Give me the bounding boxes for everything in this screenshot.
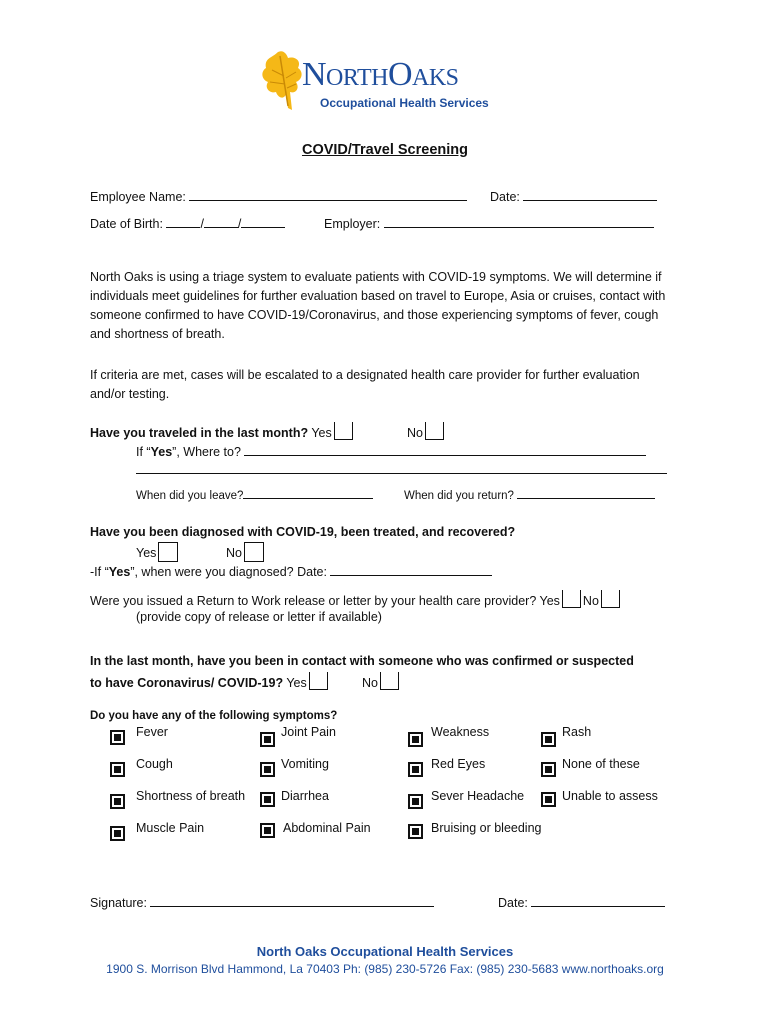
travel-where-field-line2[interactable] <box>136 473 667 474</box>
symptom-checkbox[interactable] <box>110 762 125 777</box>
criteria-paragraph: If criteria are met, cases will be escalated to a designated health care provider for further evaluation and/or testing. <box>90 368 640 401</box>
diagnosed-yes-row <box>136 542 180 562</box>
symptom-checkbox[interactable] <box>408 794 423 809</box>
contact-yes-label: Yes <box>286 676 307 690</box>
dob-year-field[interactable] <box>241 215 285 228</box>
diagnosed-question: Have you been diagnosed with COVID-19, been treated, and recovered? <box>90 525 516 539</box>
release-note: (provide copy of release or letter if available) <box>136 610 382 624</box>
release-row <box>90 590 622 609</box>
symptom-label: Sever Headache <box>431 789 525 803</box>
employee-name-label: Employee Name: <box>90 190 186 204</box>
intro-paragraph: North Oaks is using a triage system to evaluate patients with COVID-19 symptoms. We will determine if individuals meet guidelines for further evaluation based on travel to Europe, Asia or cruises, contact with someone confirmed to have COVID-19/Coronavirus, and those experiencing symptoms of fever, cough and shortness of breath. <box>90 270 666 341</box>
travel-if-yes: Yes <box>150 445 173 459</box>
symptom-checkbox[interactable] <box>541 732 556 747</box>
travel-return-field[interactable] <box>517 486 655 499</box>
travel-no-row <box>407 422 446 441</box>
signature-row <box>90 894 434 911</box>
date-label: Date: <box>490 190 520 204</box>
contact-yes-checkbox[interactable] <box>309 672 328 690</box>
contact-question-row <box>90 672 330 691</box>
symptom-label: Vomiting <box>281 757 329 771</box>
release-yes-checkbox[interactable] <box>562 590 581 608</box>
symptom-checkbox[interactable] <box>408 762 423 777</box>
dob-row <box>90 215 285 232</box>
symptom-label: Fever <box>136 725 168 739</box>
signature-label: Signature: <box>90 896 147 910</box>
diagnosed-if-yes: Yes <box>108 565 131 579</box>
symptom-label: Cough <box>136 757 173 771</box>
diagnosed-date-row <box>90 563 492 580</box>
employee-name-field[interactable] <box>189 188 467 201</box>
date-field[interactable] <box>523 188 657 201</box>
diagnosed-if-prefix: -If “ <box>90 565 109 579</box>
travel-leave-label: When did you leave? <box>136 490 244 502</box>
travel-return-label: When did you return? <box>404 490 514 502</box>
symptom-checkbox[interactable] <box>110 826 125 841</box>
dob-separator: / <box>237 217 242 231</box>
signature-date-label: Date: <box>498 896 528 910</box>
symptom-label: Bruising or bleeding <box>431 821 542 835</box>
symptom-label: Diarrhea <box>281 789 329 803</box>
dob-month-field[interactable] <box>166 215 200 228</box>
logo-subtitle: Occupational Health Services <box>320 96 489 110</box>
employer-row <box>324 215 654 232</box>
signature-date-field[interactable] <box>531 894 665 907</box>
contact-question-line1: In the last month, have you been in contact with someone who was confirmed or suspected <box>90 654 634 668</box>
symptom-label: Joint Pain <box>281 725 336 739</box>
travel-question-row <box>90 422 355 441</box>
travel-yes-label: Yes <box>311 426 332 440</box>
symptom-checkbox[interactable] <box>541 792 556 807</box>
diagnosed-no-row <box>226 542 266 562</box>
logo-brand: NorthOaks <box>302 56 459 93</box>
oak-leaf-icon <box>258 48 308 114</box>
symptom-checkbox[interactable] <box>110 730 125 745</box>
symptom-label: None of these <box>562 757 640 771</box>
symptom-checkbox[interactable] <box>260 792 275 807</box>
symptom-label: Unable to assess <box>562 789 658 803</box>
release-question: Were you issued a Return to Work release or letter by your health care provider? Yes <box>90 594 560 608</box>
symptom-label: Rash <box>562 725 592 739</box>
contact-no-checkbox[interactable] <box>380 672 399 690</box>
release-no-label: No <box>582 594 599 608</box>
diagnosed-yes-checkbox[interactable] <box>158 542 178 562</box>
footer-org: North Oaks Occupational Health Services <box>256 944 514 959</box>
travel-return-row <box>404 486 655 502</box>
travel-if-prefix: If “ <box>136 445 151 459</box>
diagnosed-no-checkbox[interactable] <box>244 542 264 562</box>
symptom-checkbox[interactable] <box>541 762 556 777</box>
symptom-label: Abdominal Pain <box>283 821 371 835</box>
signature-date-row <box>498 894 665 911</box>
travel-question: Have you traveled in the last month? <box>90 426 309 440</box>
symptom-label: Red Eyes <box>431 757 486 771</box>
diagnosed-no-label: No <box>226 546 242 560</box>
travel-no-label: No <box>407 426 423 440</box>
symptom-checkbox[interactable] <box>110 794 125 809</box>
dob-day-field[interactable] <box>204 215 238 228</box>
contact-no-row <box>362 672 401 691</box>
travel-where-row <box>136 443 646 460</box>
symptom-checkbox[interactable] <box>408 824 423 839</box>
travel-yes-checkbox[interactable] <box>334 422 353 440</box>
employer-label: Employer: <box>324 217 381 231</box>
release-no-checkbox[interactable] <box>601 590 620 608</box>
symptom-checkbox[interactable] <box>408 732 423 747</box>
travel-where-label: ”, Where to? <box>172 445 241 459</box>
dob-separator: / <box>200 217 204 231</box>
page-title: COVID/Travel Screening <box>301 142 468 158</box>
contact-no-label: No <box>362 676 378 690</box>
symptoms-question: Do you have any of the following symptoms? <box>90 710 338 722</box>
employer-field[interactable] <box>384 215 654 228</box>
diagnosed-yes-label: Yes <box>136 546 157 560</box>
symptom-label: Weakness <box>431 725 490 739</box>
dob-label: Date of Birth: <box>90 217 163 231</box>
diagnosed-date-field[interactable] <box>330 563 492 576</box>
symptom-label: Shortness of breath <box>136 789 246 803</box>
symptom-checkbox[interactable] <box>260 732 275 747</box>
signature-field[interactable] <box>150 894 434 907</box>
travel-no-checkbox[interactable] <box>425 422 444 440</box>
employee-name-row <box>90 188 467 205</box>
travel-where-field[interactable] <box>244 443 646 456</box>
contact-question-line2: to have Coronavirus/ COVID-19? <box>90 676 284 690</box>
symptom-checkbox[interactable] <box>260 823 275 838</box>
footer-address: 1900 S. Morrison Blvd Hammond, La 70403 Ph: (985) 230-5726 Fax: (985) 230-5683 www.northoaks.org <box>106 962 664 976</box>
travel-leave-field[interactable] <box>243 486 373 499</box>
travel-leave-row <box>136 486 373 502</box>
symptom-checkbox[interactable] <box>260 762 275 777</box>
logo <box>258 48 518 116</box>
date-row <box>490 188 657 205</box>
symptom-label: Muscle Pain <box>136 821 205 835</box>
diagnosed-date-label: ”, when were you diagnosed? Date: <box>130 565 327 579</box>
